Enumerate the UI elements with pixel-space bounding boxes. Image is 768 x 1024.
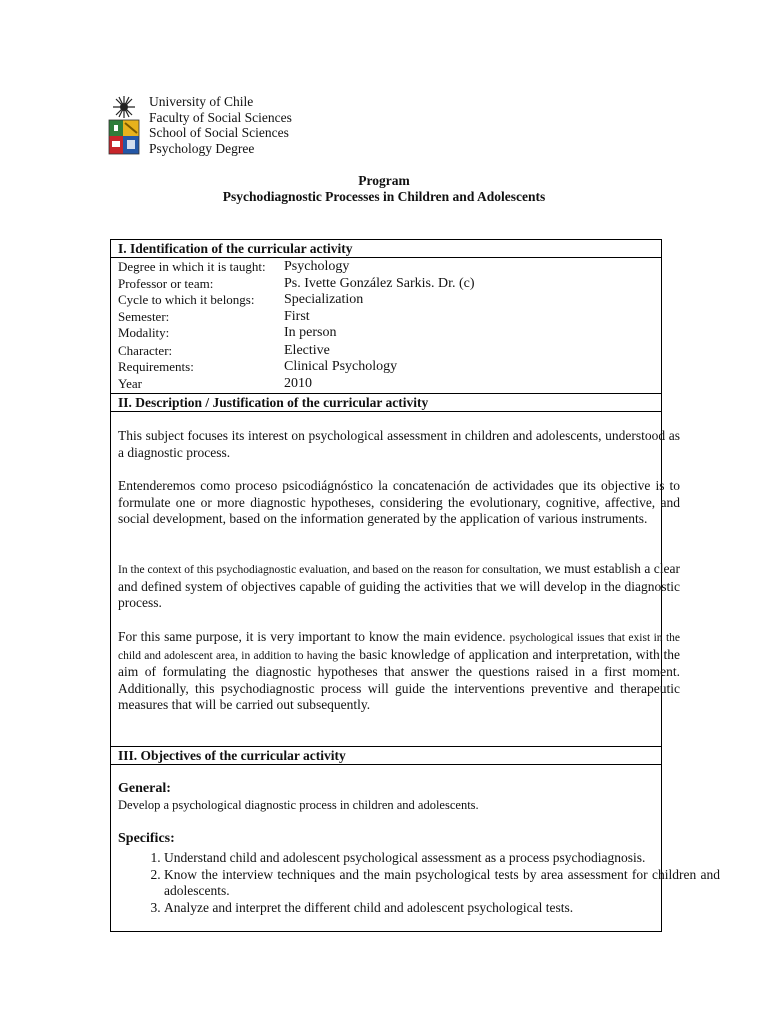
university-crest-logo <box>107 94 141 160</box>
program-title: Psychodiagnostic Processes in Children and Adolescents <box>222 189 546 204</box>
specific-objectives-label: Specifics: <box>118 831 175 846</box>
info-value: Psychology <box>284 259 350 274</box>
institution-block <box>149 94 292 156</box>
description-paragraph: This subject focuses its interest on psychological assessment in children and adolescents, understood as a diagnostic process. <box>118 428 680 460</box>
description-small-text: In the context of this psychodiagnostic evaluation, and based on the reason for consultation, <box>118 564 542 576</box>
specific-objective-item: 1. Understand child and adolescent psychological assessment as a process psychodiagnosis. <box>164 850 720 867</box>
info-label: Professor or team: <box>118 276 214 291</box>
info-label: Character: <box>118 343 173 358</box>
specific-objectives-list <box>129 850 720 916</box>
institution-line: School of Social Sciences <box>149 125 289 140</box>
info-label: Degree in which it is taught: <box>118 259 266 274</box>
info-label: Cycle to which it belongs: <box>118 292 255 307</box>
info-value: Ps. Ivette González Sarkis. Dr. (c) <box>284 276 475 291</box>
document-header <box>107 94 407 160</box>
description-text: basic knowledge of application and interpretation, with the aim of formulating the diagnostic hypotheses that answer the questions raised in a first <box>118 646 681 680</box>
description-paragraph <box>118 629 680 714</box>
program-label: Program <box>358 173 410 188</box>
description-paragraph: Entenderemos como proceso psicodiágnóstico la concatenación de actividades que its objective is to formulate one or more diagnostic hypotheses, considering the evolutionary, cognitive, affective, and social development, based on the information generated by the application of various instruments. <box>118 478 680 527</box>
info-row <box>118 276 658 293</box>
general-objective-text: Develop a psychological diagnostic process in children and adolescents. <box>118 798 479 812</box>
info-value: Specialization <box>284 292 364 307</box>
description-paragraph <box>118 561 680 612</box>
info-label: Modality: <box>118 325 170 340</box>
info-value: First <box>284 309 310 324</box>
info-row <box>118 292 658 309</box>
info-label: Year <box>118 376 142 391</box>
info-row <box>118 325 658 342</box>
info-label: Semester: <box>118 309 170 324</box>
info-row <box>118 376 658 393</box>
specific-objective-item: 3. Analyze and interpret the different child and adolescent psychological tests. <box>164 900 720 917</box>
info-value: In person <box>284 325 337 340</box>
description-text: For this same purpose, it is very important to know the main evidence. <box>118 629 506 644</box>
section-2-heading: II. Description / Justification of the curricular activity <box>111 394 661 412</box>
curricular-table <box>110 239 720 932</box>
section-1-heading: I. Identification of the curricular activity <box>111 240 661 258</box>
info-row <box>118 343 658 360</box>
info-row <box>118 309 658 326</box>
description-text: moment. Additionally, this psychodiagnostic process will guide the interventions preventive and therapeutic measures that will be carried out subsequently. <box>118 664 680 713</box>
info-value: 2010 <box>284 376 312 391</box>
info-value: Elective <box>284 343 330 358</box>
info-value: Clinical Psychology <box>284 359 398 374</box>
section-3-heading: III. Objectives of the curricular activity <box>111 747 661 765</box>
info-label: Requirements: <box>118 359 194 374</box>
institution-line: Psychology Degree <box>149 140 255 156</box>
info-row <box>118 259 658 276</box>
general-objective-label: General: <box>118 781 171 796</box>
info-row <box>118 359 658 376</box>
institution-line: Faculty of Social Sciences <box>149 109 292 125</box>
institution-line: University of Chile <box>149 94 254 109</box>
description-small-text: psychological issues that exist in the child and adolescent area, in addition to having the <box>118 632 680 662</box>
specific-objective-item: 2. Know the interview techniques and the main psychological tests by area assessment for children and adolescents. <box>164 867 720 900</box>
description-text: we must establish a clear and defined system of objectives capable of guiding the activities that we will develop in the diagnostic process. <box>118 561 680 611</box>
